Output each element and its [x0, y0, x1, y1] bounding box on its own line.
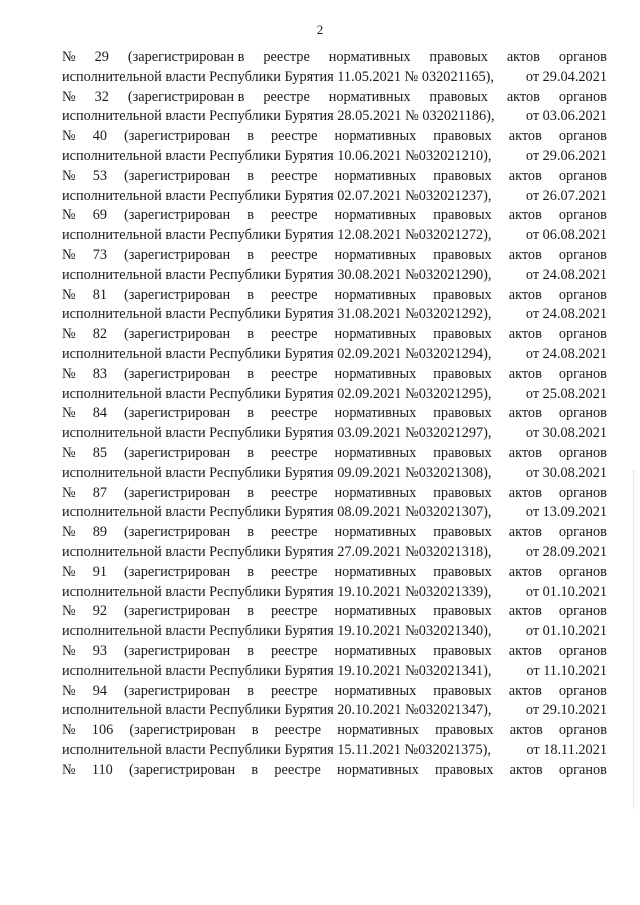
act-date: от 01.10.2021	[525, 623, 607, 640]
registration-word: правовых	[433, 642, 492, 659]
number-sign: №	[62, 167, 76, 184]
number-sign: №	[62, 405, 76, 422]
entry-first-line	[62, 682, 607, 702]
number-sign: №	[62, 286, 76, 303]
registration-word: правовых	[433, 167, 492, 184]
entry-second-line	[62, 622, 607, 642]
registration-word: реестре	[271, 286, 318, 303]
registry-entry	[62, 325, 607, 365]
registration-word: актов	[509, 761, 543, 778]
entry-first-line	[62, 642, 607, 662]
act-date: от 29.10.2021	[525, 702, 607, 719]
registration-word: нормативных	[328, 49, 411, 65]
entry-number: 91	[92, 563, 107, 580]
registration-word: актов	[508, 642, 542, 659]
registration-word: в	[251, 722, 259, 739]
registration-word: органов	[558, 167, 607, 184]
registration-prefix: (зарегистрирован	[129, 722, 236, 739]
number-sign: №	[62, 326, 76, 343]
registration-list	[62, 48, 607, 800]
registration-word: реестре	[271, 524, 318, 541]
entry-first-line	[62, 286, 607, 306]
number-sign: №	[62, 761, 76, 778]
registration-word: нормативных	[334, 128, 417, 145]
registration-word: органов	[558, 682, 607, 699]
entry-second-line	[62, 68, 607, 88]
registration-details: исполнительной власти Республики Бурятия 12.08.2021 №032021272),	[62, 227, 492, 244]
registration-word: органов	[558, 405, 607, 422]
registry-entry	[62, 404, 607, 444]
act-date: от 06.08.2021	[525, 227, 607, 244]
registry-entry	[62, 365, 607, 405]
registration-word: правовых	[433, 405, 492, 422]
registration-word: в	[247, 286, 254, 303]
number-sign: №	[62, 484, 76, 501]
registration-prefix: (зарегистрирован	[124, 365, 231, 382]
registration-word: реестре	[274, 722, 322, 739]
registration-details: исполнительной власти Республики Бурятия 03.09.2021 №032021297),	[62, 425, 492, 442]
registration-word: органов	[558, 128, 607, 145]
registration-word: в	[247, 444, 254, 461]
registration-word: органов	[558, 563, 607, 580]
registration-word: актов	[508, 246, 542, 263]
registration-word: в	[247, 405, 254, 422]
entry-second-line	[62, 583, 607, 603]
registration-word: реестре	[271, 326, 318, 343]
entry-first-line	[62, 206, 607, 226]
entry-first-line	[62, 761, 607, 781]
registration-word: в	[247, 563, 254, 580]
registration-prefix: (зарегистрирован	[124, 642, 231, 659]
registration-word: органов	[558, 444, 607, 461]
registry-entry	[62, 721, 607, 761]
registration-details: исполнительной власти Республики Бурятия 09.09.2021 №032021308),	[62, 464, 492, 481]
registration-prefix: (зарегистрирован	[124, 563, 231, 580]
number-sign: №	[62, 642, 76, 659]
act-date: от 30.08.2021	[525, 464, 607, 481]
entry-first-line	[62, 721, 607, 741]
registration-word: актов	[508, 444, 542, 461]
entry-number: 94	[92, 682, 107, 699]
registration-word: актов	[508, 524, 542, 541]
registration-word: реестре	[271, 444, 318, 461]
entry-number: 29	[94, 49, 109, 65]
registration-word: правовых	[433, 246, 492, 263]
registration-word: актов	[506, 49, 540, 65]
entry-number: 69	[92, 207, 107, 224]
registration-prefix: (зарегистрирован	[124, 128, 231, 145]
registry-entry	[62, 127, 607, 167]
act-date: от 30.08.2021	[525, 425, 607, 442]
registration-details: исполнительной власти Республики Бурятия 02.09.2021 №032021294),	[62, 345, 492, 362]
act-date: от 24.08.2021	[525, 266, 607, 283]
registration-word: в	[247, 484, 254, 501]
number-sign: №	[62, 444, 76, 461]
registry-entry	[62, 642, 607, 682]
registration-details: исполнительной власти Республики Бурятия 02.09.2021 №032021295),	[62, 385, 492, 402]
registration-word: органов	[558, 49, 607, 65]
registration-details: исполнительной власти Республики Бурятия 08.09.2021 №032021307),	[62, 504, 492, 521]
registration-details: исполнительной власти Республики Бурятия 28.05.2021 № 032021186),	[62, 108, 495, 125]
registration-prefix: (зарегистрирован	[124, 603, 231, 620]
registration-prefix: (зарегистрирован	[124, 207, 231, 224]
registration-word: правовых	[433, 207, 492, 224]
registration-word: правовых	[433, 444, 492, 461]
page-number: 2	[316, 22, 324, 37]
registration-word: правовых	[433, 563, 492, 580]
registration-word: правовых	[433, 128, 492, 145]
registration-word: реестре	[271, 484, 318, 501]
registration-word: в	[247, 642, 254, 659]
entry-second-line	[62, 503, 607, 523]
number-sign: №	[62, 49, 76, 65]
registration-word: нормативных	[334, 444, 417, 461]
act-date: от 03.06.2021	[525, 108, 607, 125]
registration-word: реестре	[263, 88, 310, 105]
registration-word: правовых	[429, 88, 488, 105]
number-sign: №	[62, 524, 76, 541]
entry-first-line	[62, 88, 607, 108]
number-sign: №	[62, 365, 76, 382]
registration-word: правовых	[434, 761, 494, 778]
entry-second-line	[62, 107, 607, 127]
act-date: от 13.09.2021	[525, 504, 607, 521]
registration-prefix: (зарегистрирован	[124, 326, 231, 343]
act-date: от 24.08.2021	[525, 306, 607, 323]
registration-details: исполнительной власти Республики Бурятия 27.09.2021 №032021318),	[62, 543, 492, 560]
number-sign: №	[62, 563, 76, 580]
registration-details: исполнительной власти Республики Бурятия 11.05.2021 № 032021165),	[62, 68, 494, 85]
entry-number: 106	[91, 722, 114, 739]
registry-entry	[62, 48, 607, 88]
registration-word: актов	[508, 167, 542, 184]
registration-word: реестре	[271, 603, 318, 620]
registration-word: в	[247, 603, 254, 620]
entry-first-line	[62, 365, 607, 385]
registry-entry	[62, 444, 607, 484]
registration-word: органов	[558, 642, 607, 659]
registration-prefix: (зарегистрирован	[124, 405, 231, 422]
registry-entry	[62, 761, 607, 801]
registration-word: нормативных	[334, 642, 417, 659]
registry-entry	[62, 602, 607, 642]
number-sign: №	[62, 246, 76, 263]
number-sign: №	[62, 128, 76, 145]
registry-entry	[62, 246, 607, 286]
registry-entry	[62, 484, 607, 524]
registration-word: актов	[508, 603, 542, 620]
registration-prefix: (зарегистрирован	[128, 761, 236, 778]
registration-word: реестре	[263, 49, 310, 65]
entry-number: 84	[92, 405, 107, 422]
registration-word: реестре	[274, 761, 321, 778]
registration-word: реестре	[271, 246, 318, 263]
registration-word: правовых	[433, 603, 492, 620]
registration-word: нормативных	[334, 524, 417, 541]
registration-word: органов	[558, 365, 607, 382]
registration-word: органов	[558, 286, 607, 303]
registration-word: правовых	[433, 365, 492, 382]
entry-first-line	[62, 444, 607, 464]
registration-word: в	[247, 326, 254, 343]
entry-number: 92	[92, 603, 107, 620]
registration-word: органов	[558, 524, 607, 541]
entry-number: 110	[91, 761, 113, 778]
entry-number: 81	[92, 286, 107, 303]
act-date: от 29.06.2021	[525, 147, 607, 164]
registration-word: реестре	[271, 207, 318, 224]
entry-second-line	[62, 701, 607, 721]
registration-word: в	[247, 246, 254, 263]
registration-word: в	[251, 761, 259, 778]
number-sign: №	[62, 88, 76, 105]
registration-word: правовых	[433, 484, 492, 501]
registration-prefix: (зарегистрирован в	[127, 88, 245, 105]
entry-number: 73	[92, 246, 107, 263]
registration-details: исполнительной власти Республики Бурятия 31.08.2021 №032021292),	[62, 306, 492, 323]
entry-second-line	[62, 226, 607, 246]
registration-word: нормативных	[337, 722, 419, 739]
registration-prefix: (зарегистрирован	[124, 246, 231, 263]
entry-number: 85	[92, 444, 107, 461]
registry-entry	[62, 682, 607, 722]
registration-word: правовых	[433, 326, 492, 343]
act-date: от 26.07.2021	[525, 187, 607, 204]
number-sign: №	[62, 207, 76, 224]
registry-entry	[62, 167, 607, 207]
registration-details: исполнительной власти Республики Бурятия 20.10.2021 №032021347),	[62, 702, 492, 719]
registration-word: в	[247, 128, 254, 145]
registration-word: органов	[558, 326, 607, 343]
registration-word: правовых	[435, 722, 494, 739]
entry-number: 53	[92, 167, 107, 184]
registration-word: актов	[508, 326, 542, 343]
registration-word: нормативных	[337, 761, 419, 778]
registration-word: в	[247, 682, 254, 699]
registration-word: нормативных	[334, 405, 417, 422]
entry-first-line	[62, 602, 607, 622]
entry-number: 82	[92, 326, 107, 343]
act-date: от 01.10.2021	[525, 583, 607, 600]
registration-prefix: (зарегистрирован	[124, 444, 231, 461]
registration-word: органов	[558, 484, 607, 501]
registration-word: органов	[558, 722, 607, 739]
registration-word: реестре	[271, 642, 318, 659]
entry-number: 32	[94, 88, 109, 105]
act-date: от 18.11.2021	[526, 741, 607, 758]
registry-entry	[62, 286, 607, 326]
registration-prefix: (зарегистрирован	[124, 682, 231, 699]
registration-word: реестре	[271, 405, 318, 422]
registry-entry	[62, 88, 607, 128]
entry-second-line	[62, 662, 607, 682]
entry-first-line	[62, 48, 607, 68]
registration-word: нормативных	[334, 484, 417, 501]
act-date: от 25.08.2021	[525, 385, 607, 402]
registration-word: нормативных	[334, 365, 417, 382]
registration-word: реестре	[271, 365, 318, 382]
registration-word: в	[247, 365, 254, 382]
entry-first-line	[62, 246, 607, 266]
registration-word: нормативных	[328, 88, 411, 105]
registration-word: реестре	[271, 128, 318, 145]
entry-number: 87	[92, 484, 107, 501]
registration-details: исполнительной власти Республики Бурятия 19.10.2021 №032021341),	[62, 662, 492, 679]
registry-entry	[62, 523, 607, 563]
registration-word: в	[247, 167, 254, 184]
act-date: от 28.09.2021	[525, 543, 607, 560]
registration-details: исполнительной власти Республики Бурятия 15.11.2021 №032021375),	[62, 741, 491, 758]
entry-number: 89	[92, 524, 107, 541]
registration-word: в	[247, 524, 254, 541]
registration-details: исполнительной власти Республики Бурятия 02.07.2021 №032021237),	[62, 187, 492, 204]
registration-prefix: (зарегистрирован	[124, 484, 231, 501]
entry-second-line	[62, 464, 607, 484]
registration-word: правовых	[433, 682, 492, 699]
registration-word: актов	[508, 286, 542, 303]
act-date: от 24.08.2021	[525, 345, 607, 362]
registration-word: нормативных	[334, 286, 417, 303]
entry-first-line	[62, 563, 607, 583]
registration-word: нормативных	[334, 246, 417, 263]
registration-prefix: (зарегистрирован	[124, 167, 231, 184]
registration-word: нормативных	[334, 167, 417, 184]
entry-second-line	[62, 187, 607, 207]
entry-second-line	[62, 385, 607, 405]
number-sign: №	[62, 682, 76, 699]
registration-word: актов	[508, 365, 542, 382]
entry-first-line	[62, 167, 607, 187]
registration-word: реестре	[271, 167, 318, 184]
entry-second-line	[62, 147, 607, 167]
entry-number: 93	[92, 642, 107, 659]
registration-prefix: (зарегистрирован	[124, 286, 231, 303]
registration-word: нормативных	[334, 603, 417, 620]
registration-word: актов	[506, 88, 540, 105]
registration-word: органов	[558, 603, 607, 620]
registration-word: органов	[558, 246, 607, 263]
registration-word: актов	[508, 484, 542, 501]
registration-word: нормативных	[334, 563, 417, 580]
entry-number: 83	[92, 365, 107, 382]
registration-word: нормативных	[334, 326, 417, 343]
registration-word: в	[247, 207, 254, 224]
registration-details: исполнительной власти Республики Бурятия 19.10.2021 №032021339),	[62, 583, 492, 600]
registration-word: нормативных	[334, 682, 417, 699]
entry-first-line	[62, 127, 607, 147]
registration-word: реестре	[271, 682, 318, 699]
registration-word: актов	[508, 563, 542, 580]
entry-first-line	[62, 325, 607, 345]
number-sign: №	[62, 603, 76, 620]
registration-word: органов	[558, 761, 607, 778]
registration-details: исполнительной власти Республики Бурятия 10.06.2021 №032021210),	[62, 147, 492, 164]
registration-word: правовых	[429, 49, 488, 65]
registration-word: органов	[558, 207, 607, 224]
registration-word: правовых	[433, 524, 492, 541]
entry-first-line	[62, 404, 607, 424]
registration-details: исполнительной власти Республики Бурятия 30.08.2021 №032021290),	[62, 266, 492, 283]
registration-word: актов	[508, 682, 542, 699]
registration-prefix: (зарегистрирован	[124, 524, 231, 541]
registration-details: исполнительной власти Республики Бурятия 19.10.2021 №032021340),	[62, 623, 492, 640]
registration-word: актов	[509, 722, 543, 739]
entry-second-line	[62, 424, 607, 444]
registration-word: реестре	[271, 563, 318, 580]
registry-entry	[62, 563, 607, 603]
registration-word: актов	[508, 207, 542, 224]
scan-edge-mark	[632, 470, 634, 810]
registration-word: актов	[508, 405, 542, 422]
entry-first-line	[62, 523, 607, 543]
registry-entry	[62, 206, 607, 246]
registration-prefix: (зарегистрирован в	[127, 49, 245, 65]
registration-word: органов	[558, 88, 607, 105]
registration-word: правовых	[433, 286, 492, 303]
entry-second-line	[62, 543, 607, 563]
act-date: от 11.10.2021	[526, 662, 607, 679]
number-sign: №	[62, 722, 76, 739]
entry-second-line	[62, 266, 607, 286]
registration-word: актов	[508, 128, 542, 145]
registration-word: нормативных	[334, 207, 417, 224]
entry-number: 40	[92, 128, 107, 145]
entry-first-line	[62, 484, 607, 504]
act-date: от 29.04.2021	[525, 68, 607, 85]
entry-second-line	[62, 741, 607, 761]
entry-second-line	[62, 305, 607, 325]
entry-second-line	[62, 345, 607, 365]
